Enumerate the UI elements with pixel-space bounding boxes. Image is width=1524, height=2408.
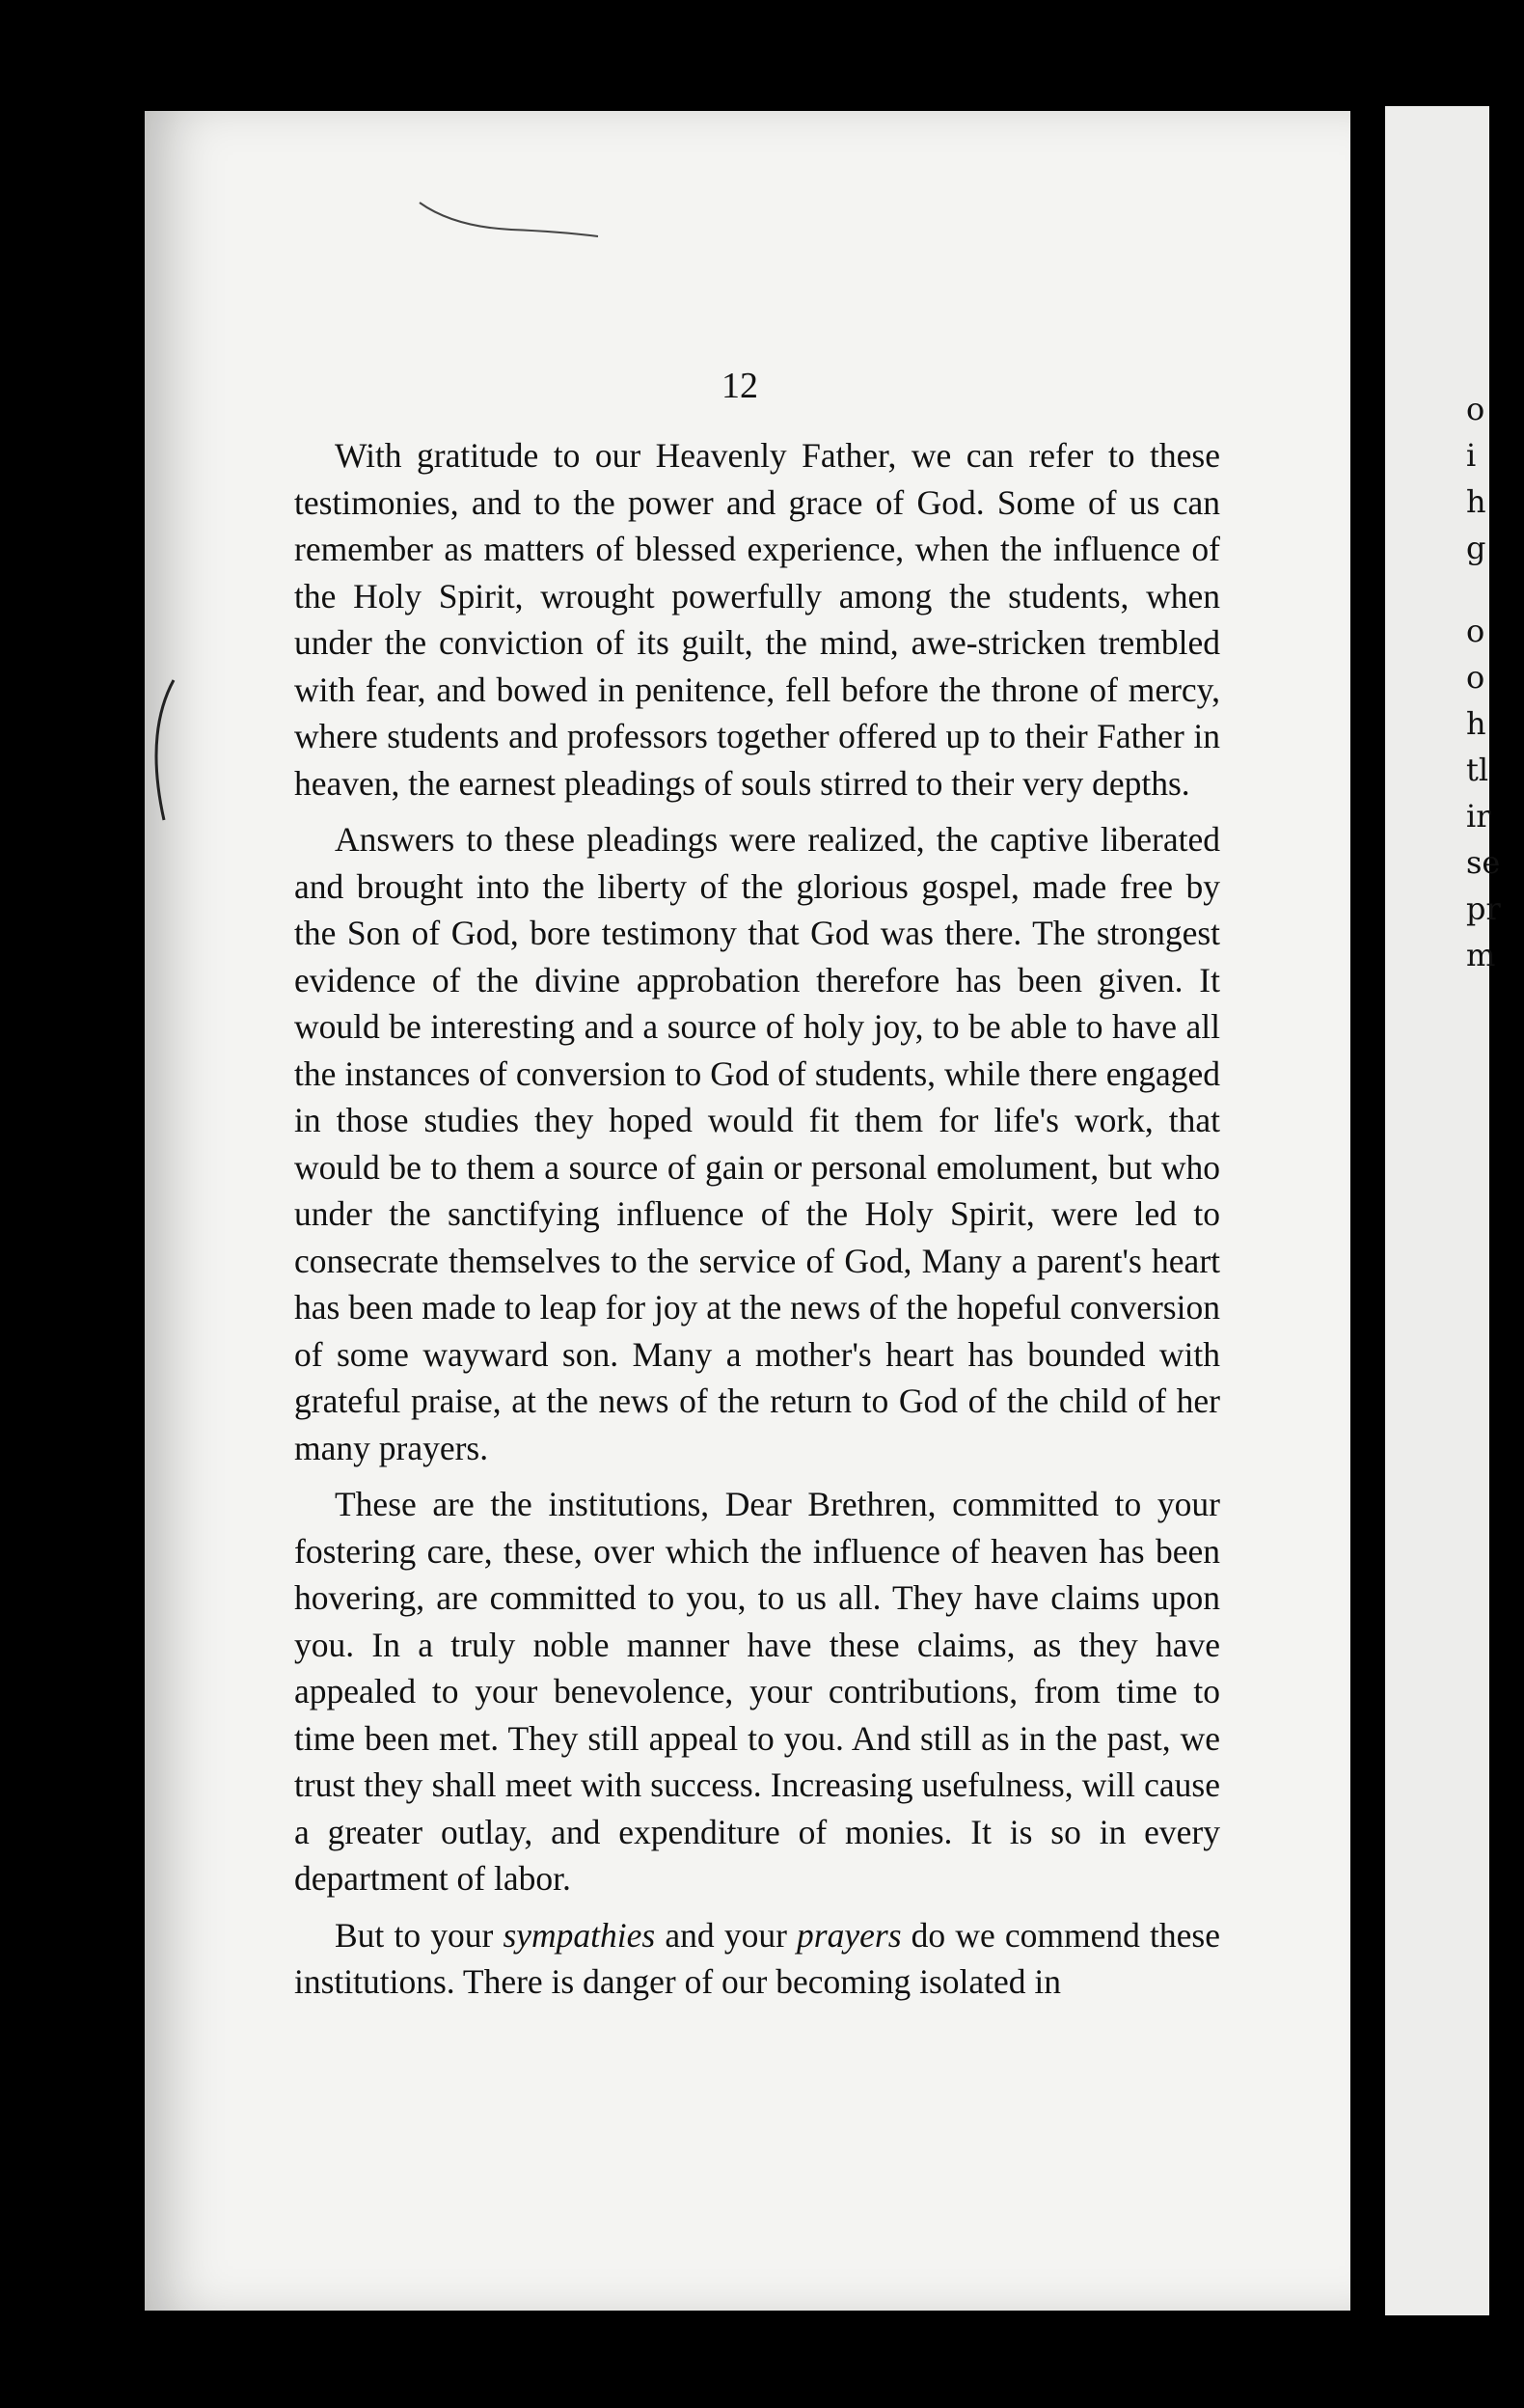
italic-prayers: prayers xyxy=(797,1915,902,1955)
paragraph: With gratitude to our Heavenly Father, we can refer to these testimonies, and to the power and grace of God. Some of us can remember as matters of blessed experience, when the influence of the Holy Spirit, wrought powerfully among the students, when under the conviction of its guilt, the mind, awe-stricken trembled with fear, and bowed in penitence, fell before the throne of mercy, where students and professors together offered up to their Father in heaven, the earnest pleadings of souls stirred to their very depths. xyxy=(294,436,1220,803)
facing-fragment: i xyxy=(1466,437,1477,474)
page-gutter xyxy=(1350,0,1385,2408)
facing-gap xyxy=(1466,571,1524,608)
facing-page-text xyxy=(1466,386,1524,978)
text-run: and your xyxy=(655,1915,798,1955)
facing-fragment: m xyxy=(1466,937,1496,973)
text-run: do we commend these institutions. There is danger of our becoming isolated in xyxy=(294,1915,1220,2001)
page-number: 12 xyxy=(721,366,758,406)
pencil-stroke-mark xyxy=(415,193,608,241)
facing-fragment: pr xyxy=(1466,890,1501,927)
facing-fragment: ir xyxy=(1466,798,1491,835)
facing-fragment: o xyxy=(1466,613,1485,649)
italic-sympathies: sympathies xyxy=(503,1915,656,1955)
paragraph: Answers to these pleadings were realized, the captive liberated and brought into the liberty of the glorious gospel, made free by the Son of God, bore testimony that God was there. The strongest evidence of the divine approbation therefore has been given. It would be interesting and a source of holy joy, to be able to have all the instances of conversion to God of students, while there engaged in those studies they hoped would fit them for life's work, that would be to them a source of gain or personal emolument, but who under the sanctifying influence of the Holy Spirit, were led to consecrate themselves to the service of God, Many a parent's heart has been made to leap for joy at the news of the hopeful conversion of some wayward son. Many a mother's heart has bounded with grateful praise, at the news of the return to God of the child of her many prayers. xyxy=(294,820,1220,1467)
facing-fragment: tl xyxy=(1466,752,1489,788)
facing-fragment: h xyxy=(1466,705,1486,742)
margin-bracket-mark xyxy=(135,675,183,830)
facing-fragment: o xyxy=(1466,659,1485,696)
facing-fragment: g xyxy=(1466,530,1486,566)
paragraph: These are the institutions, Dear Brethren, committed to your fostering care, these, over which the influence of heaven has been hovering, are committed to you, to us all. They have claims upon you. In a truly noble manner have these claims, as they have appealed to your benevolence, your contributions, from time to time been met. They still appeal to you. And still as in the past, we trust they shall meet with success. Increasing usefulness, will cause a greater outlay, and expenditure of monies. It is so in every department of labor. xyxy=(294,1485,1220,1898)
facing-fragment: se xyxy=(1466,844,1501,881)
text-run: But to your xyxy=(335,1915,503,1955)
facing-fragment: o xyxy=(1466,391,1485,427)
paragraph-final xyxy=(294,1912,1220,2006)
page-body xyxy=(294,432,1220,2015)
facing-fragment: h xyxy=(1466,483,1486,520)
